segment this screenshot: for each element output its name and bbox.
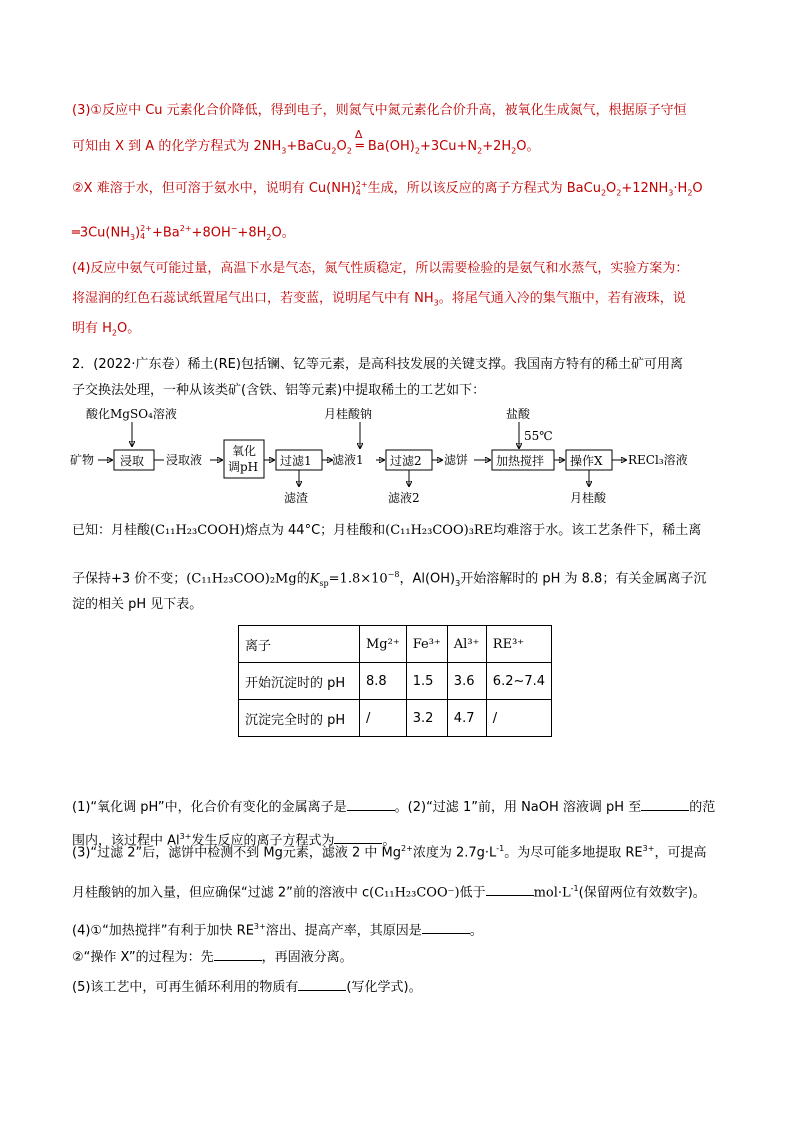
question-intro-1: 2．(2022·广东卷）稀土(RE)包括镧、钇等元素，是高科技发展的关键支撑。我国南方特有的稀土矿可用离 — [72, 357, 683, 372]
table-cell: 3.6 — [447, 663, 486, 700]
adjust-ph-label: 调pH — [228, 460, 259, 474]
leachate-label: 浸取液 — [166, 453, 203, 467]
table-cell: 开始沉淀时的 pH — [239, 663, 360, 700]
reagent-acidified-mgso4: 酸化MgSO₄溶液 — [86, 408, 177, 421]
table-cell: / — [360, 700, 407, 737]
table-header-cell: Al³⁺ — [447, 626, 486, 663]
answer-blank[interactable] — [422, 921, 470, 934]
operation-x-label: 操作X — [570, 454, 603, 468]
q1-line-2: 围内，该过程中 $Al^{3+}$发生反应的离子方程式为 。 — [72, 832, 396, 849]
table-row — [239, 663, 552, 700]
answer-blank[interactable] — [486, 883, 534, 896]
table-cell: 8.8 — [360, 663, 407, 700]
filtrate2-label: 滤液2 — [388, 491, 420, 505]
question-3-text: (3)“过滤 2”后，滤饼中检测不到 Mg元素，滤液 2 中 $Mg^{2+}$浓度为 $2.7g\cdot L^{-1}$。为尽可能多地提取 $RE^{3+}$，可提高 — [72, 844, 707, 861]
answer-4-line-2: 将湿润的红色石蕊试纸置尾气出口，若变蓝，说明尾气中有 $NH_3$。将尾气通入冷的集气瓶中，若有液珠，说 — [72, 291, 686, 308]
answer-blank[interactable] — [214, 948, 262, 961]
oxidize-label: 氧化 — [232, 444, 257, 458]
question-3-line-2: 月桂酸钠的加入量，但应确保“过滤 2”前的溶液中 c(C₁₁H₂₃COO⁻)低于 $mol\cdot L^{-1}$(保留两位有效数字)。 — [72, 884, 706, 901]
answer-blank[interactable] — [347, 798, 395, 811]
table-header-cell: Fe³⁺ — [406, 626, 447, 663]
table-cell: 1.5 — [406, 663, 447, 700]
question-4-line-2: ②“操作 X”的过程为：先 ，再固液分离。 — [72, 950, 353, 965]
answer-3-line-2: 可知由 X 到 A 的化学方程式为 $2NH_3+BaCu_2O_2$ Δ ═ $Ba(OH)_2+3Cu+N_2+2H_2O$。 — [72, 128, 540, 156]
ph-table — [238, 625, 552, 737]
question-intro-2: 子交换法处理，一种从该类矿(含铁、铝等元素)中提取稀土的工艺如下： — [72, 383, 486, 398]
reagent-sodium-laurate: 月桂酸钠 — [324, 408, 373, 421]
table-cell: 沉淀完全时的 pH — [239, 700, 360, 737]
filter2-label: 过滤2 — [390, 454, 422, 468]
answer-4-line-1: (4)反应中氨气可能过量，高温下水是气态，氮气性质稳定，所以需要检验的是氨气和水蒸气，实验方案为： — [72, 261, 689, 276]
table-header-row — [239, 626, 552, 663]
table-cell: / — [486, 700, 551, 737]
filtrate1-label: 滤液1 — [332, 453, 364, 467]
known-line-2: 子保持+3 价不变；(C₁₁H₂₃COO)₂Mg的$K_{sp}=1.8\times 10^{-8}$，$Al(OH)_3$开始溶解时的 pH 为 8.8；有关金属离子沉 — [72, 570, 707, 588]
heat-symbol: Δ — [354, 128, 363, 141]
temperature-label: 55℃ — [524, 429, 553, 443]
leach-label: 浸取 — [120, 454, 145, 468]
answer-3b-line-1: ②X 难溶于水，但可溶于氨水中，说明有 Cu(NH)2+ 4 生成，所以该反应的离子方程式为 $BaCu_2O_2+12NH_3\cdot H_2O$ — [72, 179, 703, 198]
q1-line-1: (1)“氧化调 pH”中，化合价有变化的金属离子是 。(2)“过滤 1”前，用 NaOH 溶液调 pH 至 的范 — [72, 800, 716, 815]
process-flowchart — [70, 408, 710, 518]
product-label: RECl₃溶液 — [628, 453, 688, 467]
table-header-cell: Mg²⁺ — [360, 626, 407, 663]
known-line-1: 已知：月桂酸(C₁₁H₂₃COOH)熔点为 44°C；月桂酸和(C₁₁H₂₃COO)₃RE均难溶于水。该工艺条件下，稀土离 — [72, 523, 702, 538]
question-5-line: (5)该工艺中，可再生循环利用的物质有 (写化学式)。 — [72, 980, 422, 995]
answer-blank[interactable] — [298, 978, 346, 991]
table-header-cell: 离子 — [239, 626, 360, 663]
heat-stir-label: 加热搅拌 — [496, 454, 545, 468]
answer-3b-line-2: $═3Cu(NH_3)2+$ $4 +Ba^{2+}+8OH^-+8H_2O$。 — [72, 223, 295, 242]
question-4-line-1: (4)①“加热搅拌”有利于加快 $RE^{3+}$溶出、提高产率，其原因是 。 — [72, 922, 483, 939]
answer-4-line-3: 明有 $H_2O$。 — [72, 321, 141, 338]
answer-3-line-1: (3)①反应中 Cu 元素化合价降低，得到电子，则氮气中氮元素化合价升高，被氧化生成氮气，根据原子守恒 — [72, 103, 687, 118]
ore-label: 矿物 — [70, 453, 95, 467]
table-cell: 3.2 — [406, 700, 447, 737]
table-cell: 4.7 — [447, 700, 486, 737]
residue-label: 滤渣 — [284, 491, 309, 505]
reagent-hcl: 盐酸 — [506, 408, 531, 421]
answer-blank[interactable] — [641, 798, 689, 811]
table-row — [239, 700, 552, 737]
table-header-cell: RE³⁺ — [486, 626, 551, 663]
known-line-3: 淀的相关 pH 见下表。 — [72, 597, 203, 612]
filter1-label: 过滤1 — [280, 454, 312, 468]
table-cell: 6.2~7.4 — [486, 663, 551, 700]
filter-cake-label: 滤饼 — [444, 453, 469, 467]
lauric-acid-label: 月桂酸 — [570, 491, 607, 505]
